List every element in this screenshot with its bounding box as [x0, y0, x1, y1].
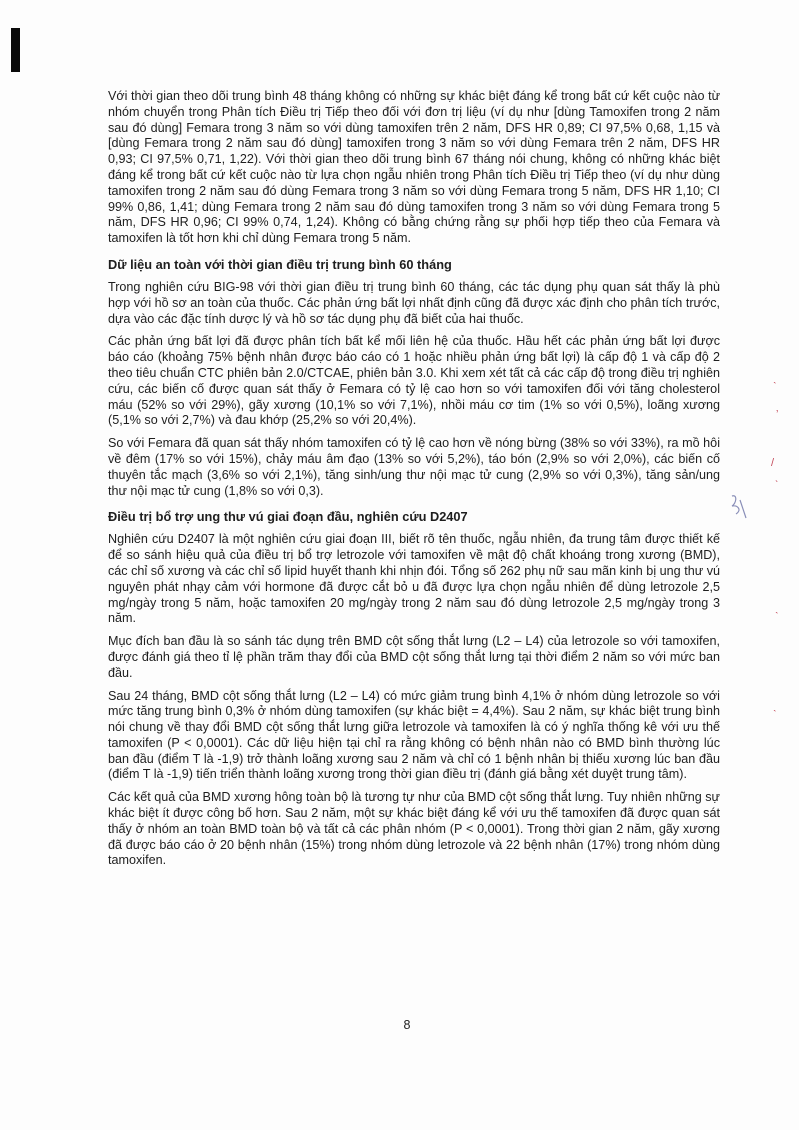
- document-body: [108, 89, 720, 876]
- paragraph-followup: Với thời gian theo dõi trung bình 48 tháng không có những sự khác biệt đáng kể trong bất cứ kết cuộc nào từ nhóm chuyển trong Phân tích Điều trị Tiếp theo đối với đơn trị liệu (ví dụ như [dùng Tamoxifen trong 2 năm sau đó dùng] Femara trong 3 năm so với dùng tamoxifen trên 2 năm, DFS HR 0,89; CI 97,5% 0,68, 1,15 và [dùng Femara trong 2 năm sau đó dùng] tamoxifen trong 3 năm so với dùng Femara trên 2 năm, DFS HR 0,93; CI 97,5% 0,71, 1,22). Với thời gian theo dõi trung bình 67 tháng nói chung, không có những khác biệt đáng kể trong bất cứ kết cuộc nào từ lựa chọn ngẫu nhiên trong Phân tích Điều trị Tiếp theo (ví dụ như dùng tamoxifen trong 2 năm sau đó dùng Femara trong 3 năm so với dùng Femara trong 5 năm, DFS HR 1,10; CI 99% 0,86, 1,41; dùng Femara trong 2 năm sau đó dùng tamoxifen trong 3 năm so với dùng Femara trong 5 năm, DFS HR 0,96; CI 99% 0,74, 1,24). Không có bằng chứng rằng sự phối hợp tiếp theo của Femara và tamoxifen là tốt hơn khi chỉ dùng Femara trong 5 năm.: [108, 89, 720, 246]
- handwritten-doodle-icon: [728, 492, 750, 522]
- margin-mark-icon: ˋ: [773, 381, 777, 393]
- margin-mark-icon: ʼ: [776, 409, 779, 421]
- paragraph-d2407-4: Các kết quả của BMD xương hông toàn bộ là tương tự như của BMD cột sống thắt lưng. Tuy nhiên những sự khác biệt ít được công bố hơn. Sau 2 năm, một sự khác biệt đáng kể với ưu thế tamoxifen đã được quan sát thấy ở nhóm an toàn BMD toàn bộ và tất cả các phân nhóm (P < 0,0001). Trong thời gian 2 năm, gãy xương đã được báo cáo ở 20 bệnh nhân (15%) trong nhóm dùng letrozole và 22 bệnh nhân (17%) trong nhóm dùng tamoxifen.: [108, 790, 720, 868]
- paragraph-safety-2: Các phản ứng bất lợi đã được phân tích bất kể mối liên hệ của thuốc. Hầu hết các phản ứng bất lợi được báo cáo (khoảng 75% bệnh nhân được báo cáo có 1 hoặc nhiều phản ứng bất lợi) là cấp độ 1 và cấp độ 2 theo tiêu chuẩn CTC phiên bản 2.0/CTCAE, phiên bản 3.0. Khi xem xét tất cả các cấp độ trong điều trị nghiên cứu, các biến cố được quan sát thấy ở Femara có tỷ lệ cao hơn so với tamoxifen đối với tăng cholesterol máu (52% so với 29%), gãy xương (10,1% so với 7,1%), nhồi máu cơ tim (1% so với 0,5%), loãng xương (5,1% so với 2,7%) và đau khớp (25,2% so với 20,4%).: [108, 334, 720, 428]
- paragraph-d2407-2: Mục đích ban đầu là so sánh tác dụng trên BMD cột sống thắt lưng (L2 – L4) của letrozole so với tamoxifen, được đánh giá theo tỉ lệ phần trăm thay đổi của BMD cột sống thắt lưng tại thời điểm 2 năm so với mức ban đầu.: [108, 634, 720, 680]
- page-number: 8: [403, 1018, 411, 1032]
- paragraph-d2407-3: Sau 24 tháng, BMD cột sống thắt lưng (L2 – L4) có mức giảm trung bình 4,1% ở nhóm dùng letrozole so với mức tăng trung bình 0,3% ở nhóm dùng tamoxifen (sự khác biệt = 4,4%). Sau 2 năm, sự khác biệt trung bình nói chung về thay đổi BMD cột sống thắt lưng giữa letrozole và tamoxifen là có ý nghĩa thống kê với ưu thế tamoxifen (P < 0,0001). Các dữ liệu hiện tại chỉ ra rằng không có bệnh nhân nào có BMD bình thường lúc ban đầu (điểm T là -1,9) trở thành loãng xương sau 2 năm và chỉ có 1 bệnh nhân bị thiếu xương lúc ban đầu (điểm T là -1,9) tiến triển thành loãng xương trong thời gian điều trị (đánh giá bằng xét duyệt trung tâm).: [108, 688, 720, 782]
- scan-edge-bar: [11, 28, 20, 72]
- margin-mark-icon: ˋ: [775, 611, 779, 623]
- margin-mark-icon: /: [771, 457, 775, 469]
- paragraph-safety-3: So với Femara đã quan sát thấy nhóm tamoxifen có tỷ lệ cao hơn về nóng bừng (38% so với 33%), ra mồ hôi về đêm (17% so với 15%), chảy máu âm đạo (13% so với 5,2%), táo bón (2,9% so với 2,0%), các biến cố thuyên tắc mạch (3,6% so với 2,1%), tăng sinh/ung thư nội mạc tử cung (2,9% so với 0,3%), tăng sản/ung thư nội mạc tử cung (1,8% so với 0,3).: [108, 436, 720, 498]
- margin-mark-icon: ˋ: [773, 709, 777, 721]
- section-heading-safety: Dữ liệu an toàn với thời gian điều trị trung bình 60 tháng: [108, 256, 452, 272]
- section-heading-d2407: Điều trị bổ trợ ung thư vú giai đoạn đầu, nghiên cứu D2407: [108, 509, 468, 525]
- paragraph-d2407-1: Nghiên cứu D2407 là một nghiên cứu giai đoạn III, biết rõ tên thuốc, ngẫu nhiên, đa trung tâm được thiết kế để so sánh hiệu quả của điều trị bổ trợ letrozole với tamoxifen về mật độ chất khoáng trong xương (BMD), các chỉ số xương và các chỉ số lipid huyết thanh khi nhịn đói. Tổng số 262 phụ nữ sau mãn kinh bị ung thư vú nguyên phát nhạy cảm với hormone đã được cắt bỏ u đã được lựa chọn ngẫu nhiên để dùng letrozole 2,5 mg/ngày trong 5 năm, hoặc tamoxifen 20 mg/ngày trong 2 năm sau đó dùng letrozole 2,5 mg/ngày trong 3 năm.: [108, 532, 720, 626]
- paragraph-safety-1: Trong nghiên cứu BIG-98 với thời gian điều trị trung bình 60 tháng, các tác dụng phụ quan sát thấy là phù hợp với hồ sơ an toàn của thuốc. Các phản ứng bất lợi nhất định cũng đã được xác định cho phân tích trước, dựa vào các đặc tính dược lý và hồ sơ tác dụng phụ đã biết của hai thuốc.: [108, 279, 720, 326]
- margin-mark-icon: ˎ: [775, 471, 779, 483]
